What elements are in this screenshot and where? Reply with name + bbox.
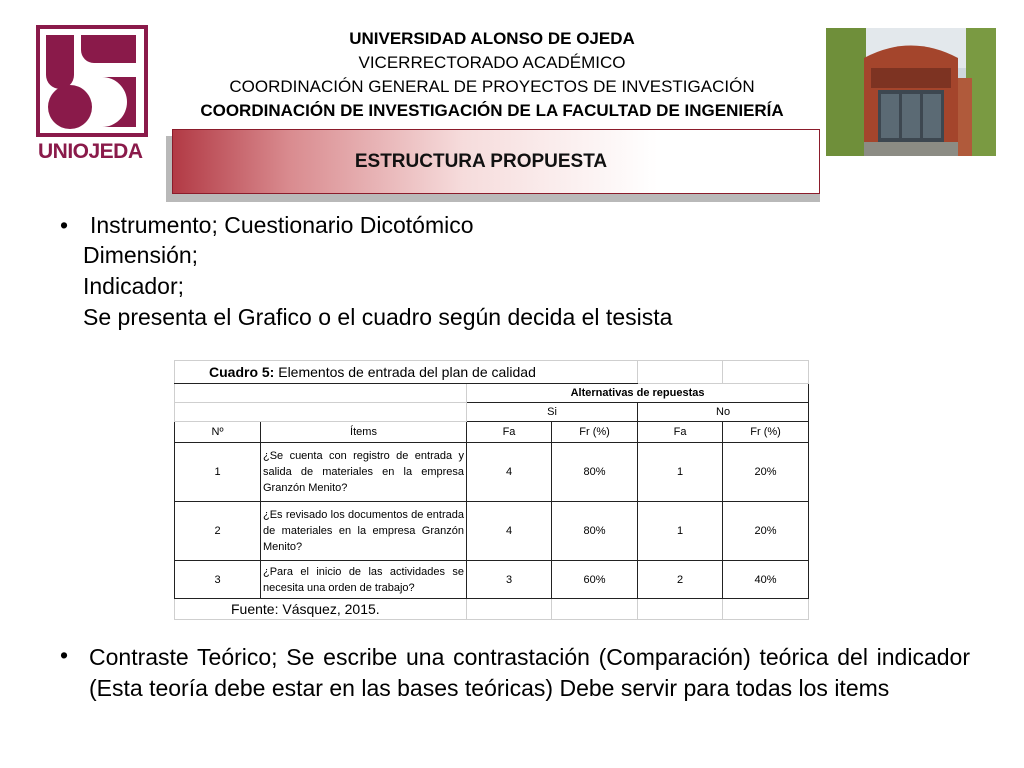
fr-si-header: Fr (%) <box>552 422 638 443</box>
fa-no-header: Fa <box>638 422 723 443</box>
bullet-1: • <box>60 212 69 238</box>
table-row: 1 ¿Se cuenta con registro de entrada y salida de materiales en la empresa Granzón Menito? 4 80% 1 20% <box>175 443 809 502</box>
table-row: 2 ¿Es revisado los documentos de entrada de materiales en la empresa Granzón Menito? 4 80% 1 20% <box>175 502 809 561</box>
item-text: ¿Se cuenta con registro de entrada y salida de materiales en la empresa Granzón Menito? <box>261 443 467 502</box>
table-row: 3 ¿Para el inicio de las actividades se necesita una orden de trabajo? 3 60% 2 40% <box>175 561 809 599</box>
presentation-line: Se presenta el Grafico o el cuadro según decida el tesista <box>83 304 673 330</box>
indicator-line: Indicador; <box>83 273 185 299</box>
header-line-coordinacion-facultad: COORDINACIÓN DE INVESTIGACIÓN DE LA FACULTAD DE INGENIERÍA <box>200 101 784 120</box>
header-line-university: UNIVERSIDAD ALONSO DE OJEDA <box>349 29 635 48</box>
table-source: Fuente: Vásquez, 2015. <box>175 599 467 620</box>
institution-header <box>150 27 834 123</box>
fa-si-header: Fa <box>467 422 552 443</box>
table-caption: Cuadro 5: Elementos de entrada del plan de calidad <box>175 361 638 384</box>
no-header: No <box>638 403 809 422</box>
bullet-2: • <box>60 642 69 668</box>
items-header: Ítems <box>261 422 467 443</box>
num-header: Nº <box>175 422 261 443</box>
instrument-line: Instrumento; Cuestionario Dicotómico <box>90 212 474 238</box>
logo-text: UNIOJEDA <box>38 140 143 163</box>
si-header: Si <box>467 403 638 422</box>
item-text: ¿Para el inicio de las actividades se necesita una orden de trabajo? <box>261 561 467 599</box>
fr-no-header: Fr (%) <box>723 422 809 443</box>
header-line-coordinacion-general: COORDINACIÓN GENERAL DE PROYECTOS DE INVESTIGACIÓN <box>229 77 755 96</box>
header-line-vicerrectorado: VICERRECTORADO ACADÉMICO <box>358 53 626 72</box>
section-title: ESTRUCTURA PROPUESTA <box>354 150 608 172</box>
item-text: ¿Es revisado los documentos de entrada de materiales en la empresa Granzón Menito? <box>261 502 467 561</box>
title-box <box>172 129 820 194</box>
contraste-paragraph: Contraste Teórico; Se escribe una contrastación (Comparación) teórica del indicador (Esta teoría debe estar en las bases teóricas) Debe servir para todas los items <box>89 644 970 701</box>
results-table <box>174 360 809 620</box>
building-photo <box>826 28 996 156</box>
dimension-line: Dimensión; <box>83 242 199 268</box>
alternatives-header: Alternativas de repuestas <box>467 384 809 403</box>
